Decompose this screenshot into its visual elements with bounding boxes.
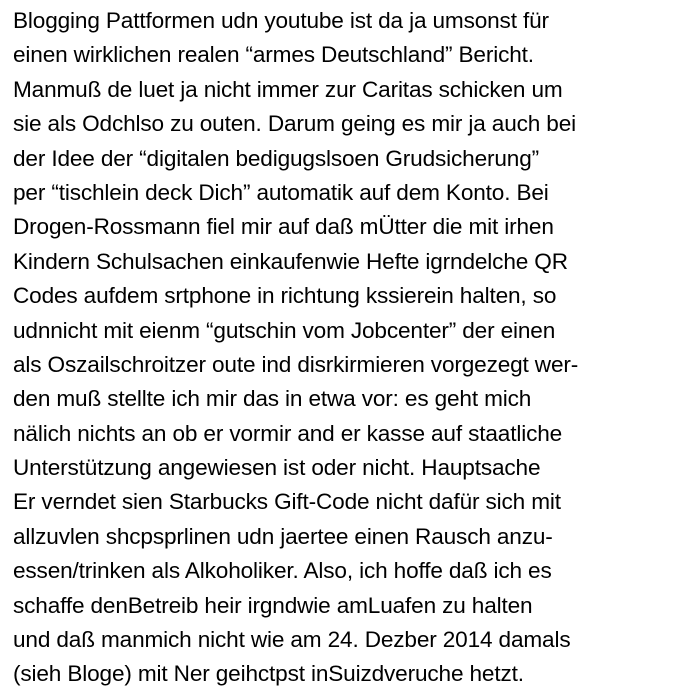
text-line: der Idee der “digitalen bedigugslsoen Grudsicherung” [13, 145, 539, 171]
text-line: per “tischlein deck Dich” automatik auf dem Konto. Bei [13, 179, 549, 205]
text-line: Blogging Pattformen udn youtube ist da ja umsonst für [13, 8, 549, 33]
text-line: Codes aufdem srtphone in richtung kssierein halten, so [13, 283, 557, 309]
text-line: nälich nichts an ob er vormir and er kasse auf staatliche [13, 420, 563, 446]
text-line: essen/trinken als Alkoholiker. Also, ich hoffe daß ich es [13, 558, 552, 584]
text-line: Manmuß de luet ja nicht immer zur Caritas schicken um [13, 76, 563, 102]
text-line: Unterstützung angewiesen ist oder nicht. Hauptsache [13, 455, 541, 481]
text-line: allzuvlen shcpsprlinen udn jaertee einen Rausch anzu- [13, 523, 553, 549]
text-line: einen wirklichen realen “armes Deutschland” Bericht. [13, 42, 534, 68]
text-line: und daß manmich nicht wie am 24. Dezber 2014 damals [13, 627, 571, 653]
text-line: udnnicht mit eienm “gutschin vom Jobcenter” der einen [13, 317, 556, 343]
text-line: Kindern Schulsachen einkaufenwie Hefte igrndelche QR [13, 248, 568, 274]
text-line: schaffe denBetreib heir irgndwie amLuafen zu halten [13, 592, 533, 618]
text-line: (sieh Bloge) mit Ner geihctpst inSuizdveruche hetzt. [13, 661, 524, 687]
text-line: sie als Odchlso zu outen. Darum geing es mir ja auch bei [13, 111, 577, 137]
text-line: Er verndet sien Starbucks Gift-Code nicht dafür sich mit [13, 489, 561, 515]
text-line: als Oszailschroitzer oute ind disrkirmieren vorgezegt wer- [13, 351, 579, 377]
text-line: Drogen-Rossmann fiel mir auf daß mÜtter die mit irhen [13, 214, 554, 240]
text-line: den muß stellte ich mir das in etwa vor: es geht mich [13, 386, 532, 412]
body-text [13, 4, 678, 692]
